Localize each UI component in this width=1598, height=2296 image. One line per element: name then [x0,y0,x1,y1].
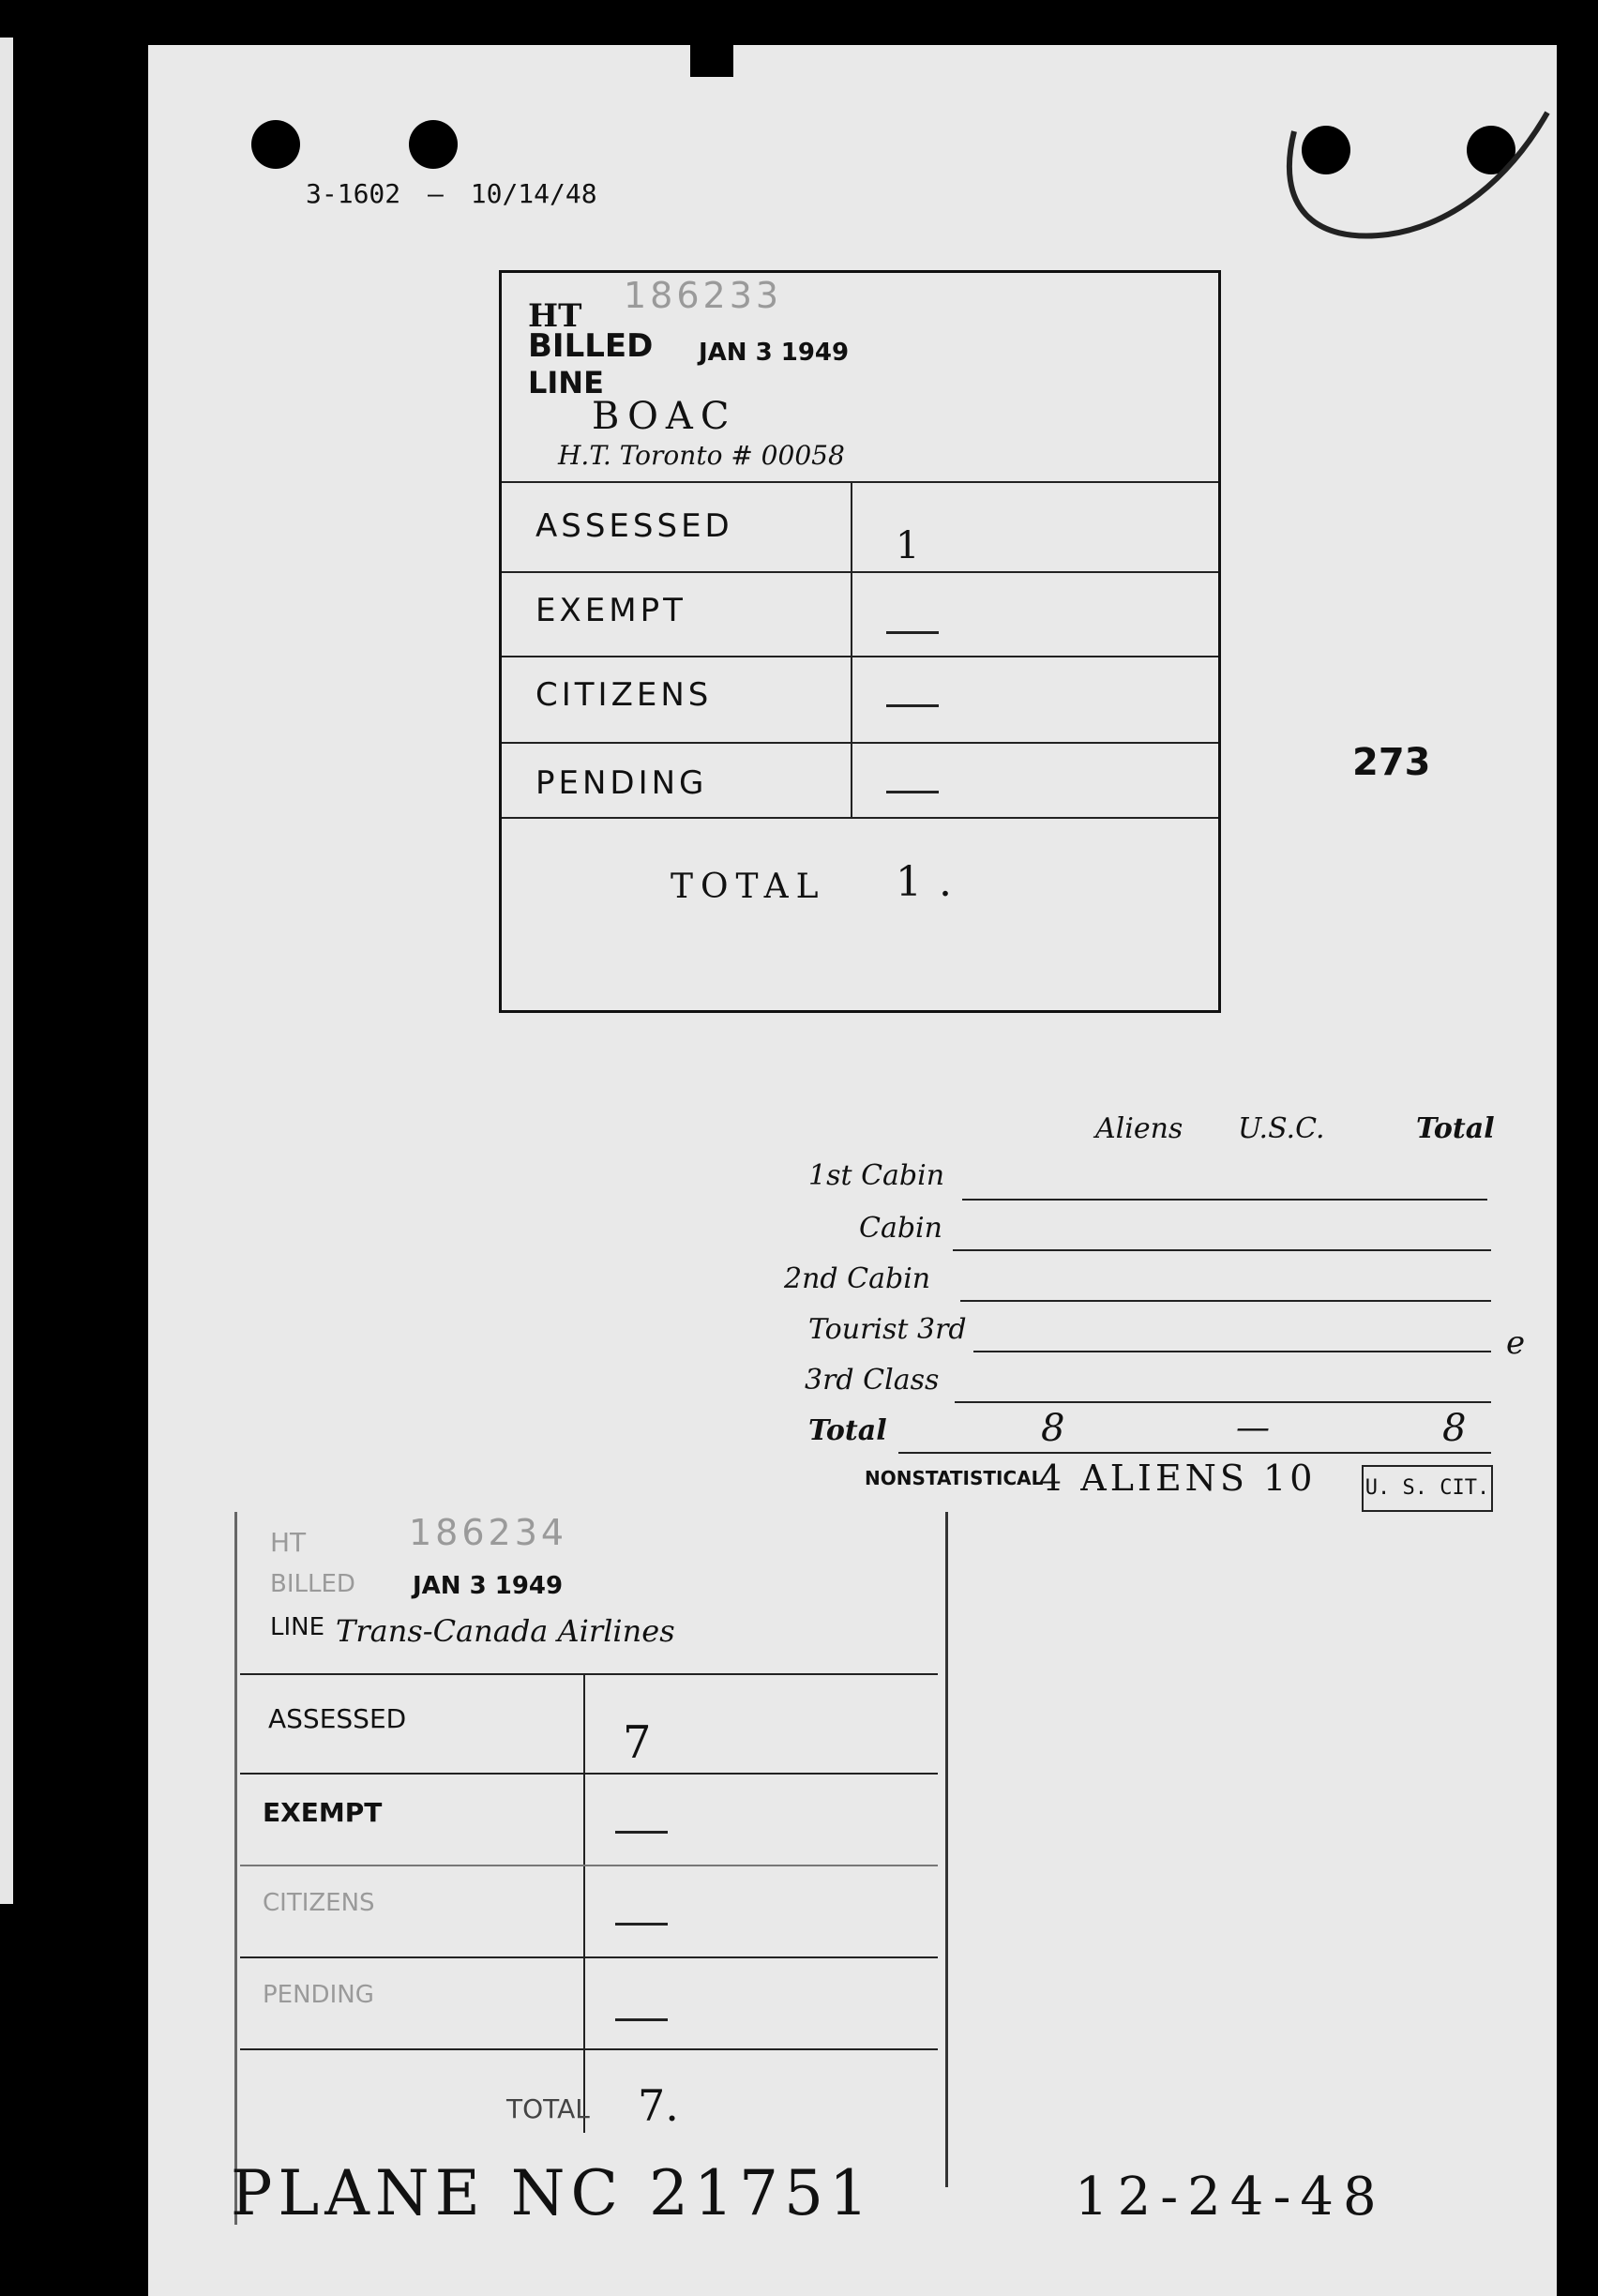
form-divider [502,571,1218,573]
nonstatistical-value: 4 ALIENS 10 [1039,1458,1317,1499]
line-sub: H.T. Toronto # 00058 [558,440,845,471]
form-divider [502,656,1218,657]
total-value: 7. [638,2080,679,2131]
page-number: 273 [1352,741,1431,784]
form-divider [240,2048,938,2050]
billing-form-1 [499,270,1221,1013]
form-divider [240,1865,938,1866]
row-label-pending: PENDING [263,1981,374,2009]
line-label: LINE [528,365,604,400]
us-cit-stamp: U. S. CIT. [1362,1465,1493,1512]
form-column-divider [851,481,852,817]
total-label: TOTAL [671,868,826,906]
billing-form-2 [234,1512,947,2225]
tab-mark-icon [690,45,733,77]
cabin-total-total: 8 [1442,1407,1467,1450]
punch-hole-icon [251,120,300,169]
form-divider [240,1673,938,1675]
plane-number: PLANE NC 21751 [231,2157,874,2229]
billed-label: BILLED [528,327,654,365]
row-value-exempt [615,1831,668,1834]
cabin-row-line [953,1249,1491,1251]
form-serial: 186233 [624,275,783,316]
form2-right-border [945,1512,948,2187]
row-value-pending [615,2018,668,2021]
form-column-divider [583,1673,585,2133]
adjacent-page-strip [0,38,13,1904]
cabin-total-line [898,1452,1491,1454]
line-value: Trans-Canada Airlines [336,1613,675,1649]
billed-label: BILLED [270,1570,355,1598]
row-label-pending: PENDING [535,764,708,802]
col-header-aliens: Aliens [1095,1112,1183,1145]
cabin-row-label: 2nd Cabin [784,1262,931,1295]
row-value-citizens [615,1923,668,1926]
cabin-total-aliens: 8 [1041,1407,1065,1450]
ht-label: HT [528,297,582,335]
row-label-citizens: CITIZENS [263,1889,375,1917]
cabin-total-usc: — [1236,1409,1270,1447]
billed-date-stamp: JAN 3 1949 [699,339,850,367]
cabin-row-line [955,1401,1491,1403]
row-value-citizens [886,704,939,707]
total-label: TOTAL [506,2093,590,2124]
form-divider [240,1773,938,1775]
row-value-pending [886,791,939,793]
cabin-row-line [973,1351,1491,1352]
punch-hole-icon [409,120,458,169]
col-header-usc: U.S.C. [1238,1112,1325,1145]
col-header-total: Total [1416,1112,1495,1145]
footer-date: 12-24-48 [1075,2167,1386,2228]
cabin-row-label: 1st Cabin [808,1159,945,1192]
header-date: 10/14/48 [470,178,597,209]
cabin-row-line [960,1300,1491,1302]
form-divider [240,1956,938,1958]
nonstatistical-label: NONSTATISTICAL [865,1467,1044,1489]
pen-stroke-icon [1275,94,1557,253]
cabin-row-label: Cabin [859,1212,942,1245]
cabin-total-label: Total [808,1414,887,1447]
form-serial: 186234 [409,1512,568,1553]
row-label-assessed: ASSESSED [268,1703,407,1734]
cabin-row-label: 3rd Class [805,1364,940,1397]
file-number: 3-1602 [306,178,401,209]
cabin-row-line [962,1199,1487,1201]
row-value-assessed: 7 [623,1716,652,1769]
side-mark: e [1506,1324,1526,1362]
billed-date-stamp: JAN 3 1949 [413,1572,564,1600]
cabin-row-label: Tourist 3rd [808,1313,967,1346]
row-label-citizens: CITIZENS [535,676,713,714]
form-divider [502,742,1218,744]
ht-label: HT [270,1527,307,1558]
separator: — [428,178,444,209]
row-label-exempt: EXEMPT [263,1797,383,1828]
row-label-assessed: ASSESSED [535,507,733,545]
form-divider [502,481,1218,483]
header-line [306,178,597,209]
row-value-exempt [886,631,939,634]
total-value: 1. [896,858,969,906]
line-label: LINE [270,1613,325,1641]
row-label-exempt: EXEMPT [535,592,686,629]
row-value-assessed: 1 [896,524,920,567]
form-divider [502,817,1218,819]
line-value: BOAC [592,395,737,438]
form2-left-border [234,1512,237,2225]
